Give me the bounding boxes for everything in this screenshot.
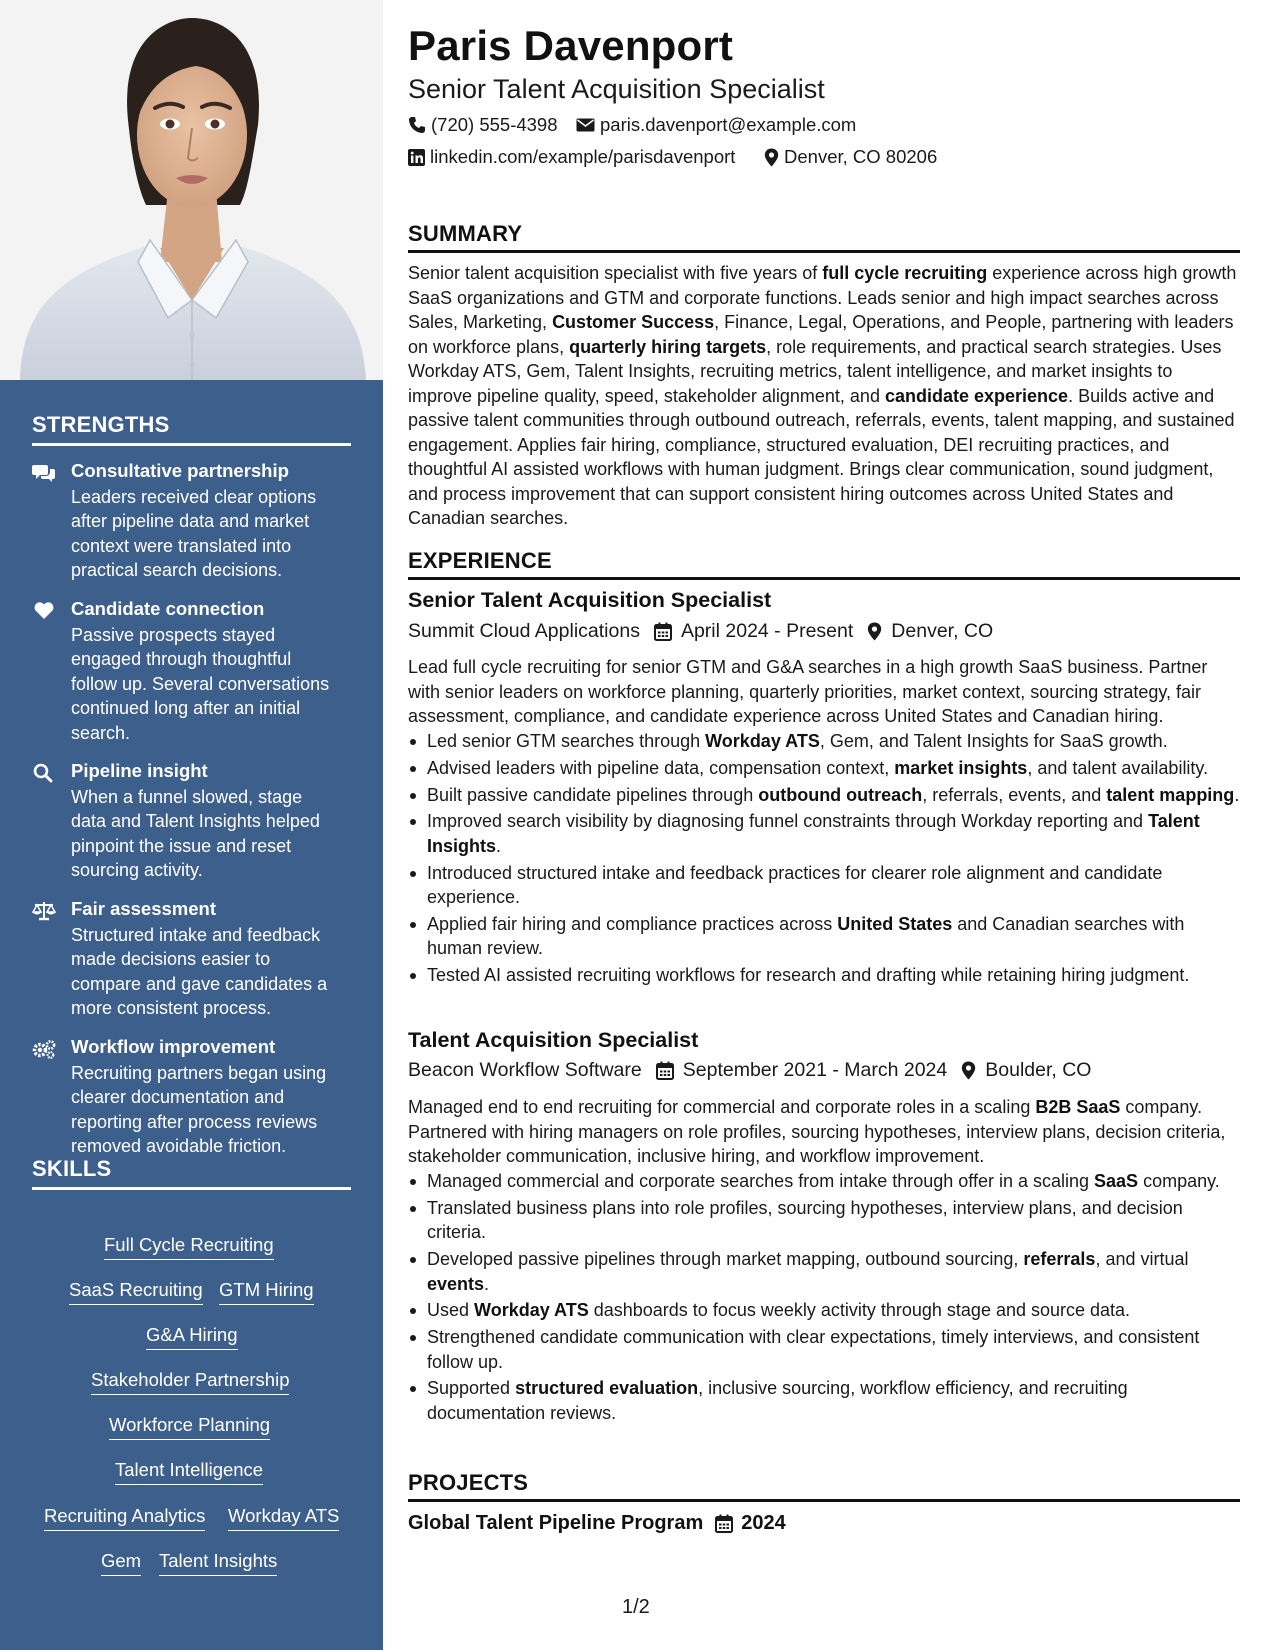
strength-description: Recruiting partners began using clearer documentation and reporting after process reviews removed avoidable friction.	[71, 1063, 327, 1157]
job-company: Beacon Workflow Software	[408, 1059, 642, 1081]
job-dates: April 2024 - Present	[680, 620, 854, 642]
strength-title: Fair assessment	[71, 898, 217, 919]
job-bullet-list	[408, 1169, 1240, 1428]
job-title: Talent Acquisition Specialist	[408, 1028, 699, 1052]
skill-tag: Full Cycle Recruiting	[104, 1234, 274, 1260]
skill-tag: Stakeholder Partnership	[91, 1369, 289, 1395]
profile-photo	[0, 0, 383, 380]
job-company: Summit Cloud Applications	[408, 620, 640, 642]
phone-icon	[408, 116, 426, 134]
job-bullet: Tested AI assisted recruiting workflows for research and drafting while retaining hiring judgment.	[408, 963, 1240, 988]
map-marker-icon	[961, 1061, 976, 1080]
job-bullet: Built passive candidate pipelines through outbound outreach, referrals, events, and talent mapping.	[408, 783, 1240, 808]
strength-description: Leaders received clear options after pipeline data and market context were translated into practical search decisions.	[71, 487, 317, 581]
contact-phone	[408, 114, 558, 136]
phone-number: (720) 555-4398	[431, 114, 558, 135]
skill-tag: Recruiting Analytics	[44, 1505, 205, 1531]
calendar-icon	[656, 1061, 674, 1080]
sidebar	[0, 0, 383, 1650]
job-bullet: Strengthened candidate communication with clear expectations, timely interviews, and consistent follow up.	[408, 1325, 1240, 1374]
contact-linkedin[interactable]	[408, 146, 735, 168]
skill-tag: Workday ATS	[228, 1505, 339, 1531]
strength-description: When a funnel slowed, stage data and Talent Insights helped pinpoint the issue and reset sourcing activity.	[71, 787, 320, 881]
job-dates: September 2021 - March 2024	[682, 1059, 948, 1081]
strength-description: Passive prospects stayed engaged through thoughtful follow up. Several conversations continued long after an initial search.	[71, 625, 330, 743]
map-marker-icon	[867, 622, 882, 641]
skill-tag: Gem	[101, 1550, 141, 1576]
job-bullet: Translated business plans into role profiles, sourcing hypotheses, interview plans, and decision criteria.	[408, 1196, 1240, 1245]
contact-email[interactable]	[576, 114, 856, 136]
location-text: Denver, CO 80206	[784, 146, 938, 167]
experience-heading: EXPERIENCE	[408, 548, 1240, 580]
skill-tag: Talent Intelligence	[115, 1459, 263, 1485]
job-bullet: Applied fair hiring and compliance practices across United States and Canadian searches with human review.	[408, 912, 1240, 961]
contact-location	[764, 146, 937, 168]
search-icon	[32, 763, 56, 783]
strength-title: Workflow improvement	[71, 1036, 276, 1057]
gears-icon	[32, 1039, 56, 1059]
skill-tag: GTM Hiring	[219, 1279, 314, 1305]
job-location: Denver, CO	[891, 620, 994, 642]
sidebar-panel	[0, 380, 383, 1650]
job-bullet-list	[408, 729, 1240, 990]
job-bullet: Supported structured evaluation, inclusive sourcing, workflow efficiency, and recruiting documentation reviews.	[408, 1376, 1240, 1425]
job-description: Managed end to end recruiting for commercial and corporate roles in a scaling B2B SaaS company. Partnered with hiring managers on role profiles, sourcing hypotheses, interview plans, decision criteria, stakeholder communication, inclusive hiring, and workflow improvement.	[408, 1097, 1226, 1166]
project-title: Global Talent Pipeline Program	[408, 1512, 704, 1534]
heart-icon	[32, 601, 56, 621]
strength-title: Consultative partnership	[71, 460, 289, 481]
linkedin-icon	[408, 149, 425, 166]
balance-scale-icon	[32, 901, 56, 921]
strengths-heading: STRENGTHS	[32, 412, 351, 446]
job-bullet: Introduced structured intake and feedback practices for clearer role alignment and candidate experience.	[408, 861, 1240, 910]
job-meta	[408, 620, 993, 643]
skill-tag: SaaS Recruiting	[69, 1279, 203, 1305]
job-bullet: Advised leaders with pipeline data, compensation context, market insights, and talent availability.	[408, 756, 1240, 781]
job-bullet: Managed commercial and corporate searches from intake through offer in a scaling SaaS company.	[408, 1169, 1240, 1194]
comments-icon	[32, 463, 56, 483]
strength-title: Pipeline insight	[71, 760, 208, 781]
projects-heading: PROJECTS	[408, 1470, 1240, 1502]
job-title: Senior Talent Acquisition Specialist	[408, 588, 772, 612]
summary-text: Senior talent acquisition specialist with five years of full cycle recruiting experience across high growth SaaS organizations and GTM and corporate functions. Leads senior and high impact searches across Sales, Marketing, Customer Success, Finance, Legal, Operations, and People, partnering with leaders on workforce plans, quarterly hiring targets, role requirements, and practical search strategies. Uses Workday ATS, Gem, Talent Insights, recruiting metrics, talent intelligence, and market insights to improve pipeline quality, speed, stakeholder alignment, and candidate experience. Builds active and passive talent communities through outbound outreach, referrals, events, talent mapping, and sustained engagement. Applies fair hiring, compliance, structured evaluation, DEI recruiting practices, and thoughtful AI assisted workflows with human judgment. Brings clear communication, sound judgment, and process improvement that can support consistent hiring outcomes across United States and Canadian searches.	[408, 263, 1237, 528]
skill-tag: G&A Hiring	[146, 1324, 238, 1350]
project-year: 2024	[741, 1512, 786, 1534]
job-bullet: Developed passive pipelines through market mapping, outbound sourcing, referrals, and virtual events.	[408, 1247, 1240, 1296]
job-bullet: Improved search visibility by diagnosing funnel constraints through Workday reporting and Talent Insights.	[408, 809, 1240, 858]
email-address: paris.davenport@example.com	[600, 114, 857, 135]
calendar-icon	[654, 622, 672, 641]
job-bullet: Used Workday ATS dashboards to focus weekly activity through stage and source data.	[408, 1298, 1240, 1323]
skills-heading: SKILLS	[32, 1156, 351, 1190]
envelope-icon	[576, 117, 595, 133]
project-item	[408, 1512, 786, 1535]
strength-title: Candidate connection	[71, 598, 265, 619]
linkedin-url: linkedin.com/example/parisdavenport	[430, 146, 736, 167]
job-meta	[408, 1059, 1091, 1082]
skill-tag: Talent Insights	[159, 1550, 277, 1576]
summary-heading: SUMMARY	[408, 221, 1240, 253]
map-marker-icon	[764, 148, 779, 167]
strength-description: Structured intake and feedback made decisions easier to compare and gave candidates a more consistent process.	[71, 925, 328, 1019]
skill-tag: Workforce Planning	[109, 1414, 270, 1440]
candidate-headline: Senior Talent Acquisition Specialist	[408, 74, 825, 104]
candidate-name: Paris Davenport	[408, 22, 734, 69]
job-bullet: Led senior GTM searches through Workday ATS, Gem, and Talent Insights for SaaS growth.	[408, 729, 1240, 754]
page-number: 1/2	[622, 1596, 650, 1618]
job-description: Lead full cycle recruiting for senior GTM and G&A searches in a high growth SaaS business. Partner with senior leaders on workforce planning, quarterly priorities, market context, sourcing strategy, fair assessment, compliance, and candidate experience across United States and Canadian hiring.	[408, 657, 1208, 726]
job-location: Boulder, CO	[985, 1059, 1092, 1081]
calendar-icon	[715, 1514, 733, 1533]
